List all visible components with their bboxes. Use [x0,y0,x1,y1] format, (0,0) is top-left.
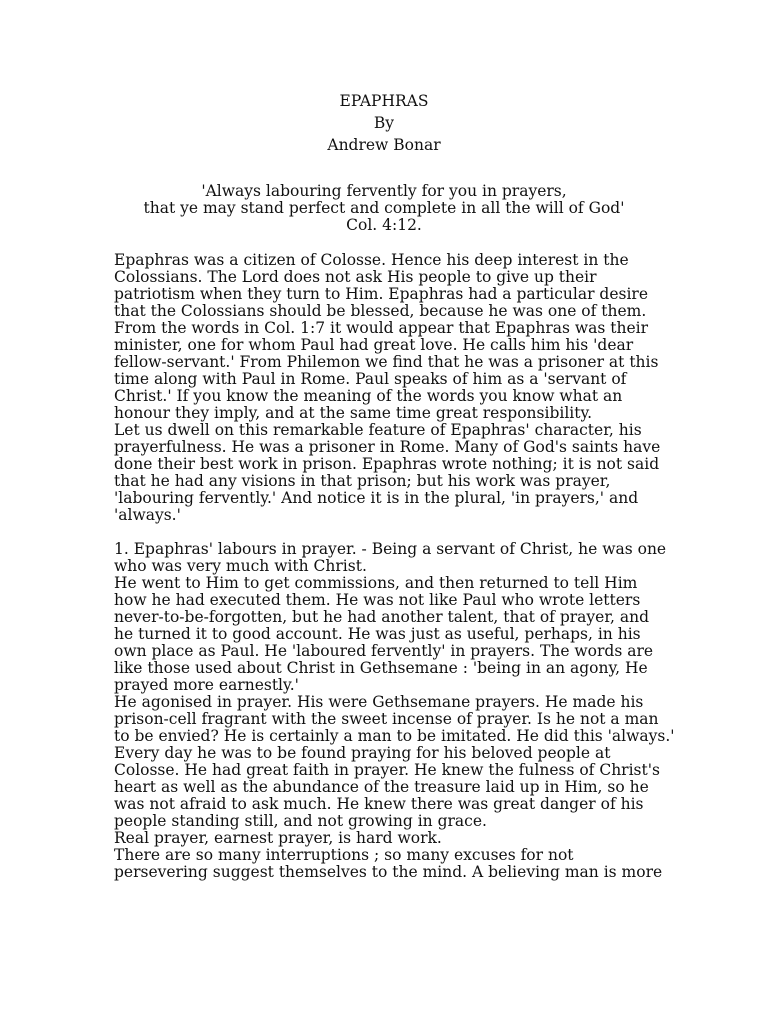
text-line: who was very much with Christ. [114,557,367,575]
text-line: Colossians. The Lord does not ask His people to give up their [114,268,597,286]
document-title: EPAPHRAS [339,92,429,110]
byline-by: By [373,114,395,132]
text-line: prison-cell fragrant with the sweet incense of prayer. Is he not a man [114,710,659,728]
text-line: was not afraid to ask much. He knew there was great danger of his [114,795,644,813]
text-line: Let us dwell on this remarkable feature of Epaphras' character, his [114,421,642,439]
text-line: Every day he was to be found praying for his beloved people at [114,744,611,762]
text-line: Colosse. He had great faith in prayer. He knew the fulness of Christ's [114,761,660,779]
text-line: done their best work in prison. Epaphras wrote nothing; it is not said [114,455,660,473]
text-line: He went to Him to get commissions, and then returned to tell Him [114,574,638,592]
text-line: people standing still, and not growing in grace. [114,812,487,830]
text-line: prayed more earnestly.' [114,676,299,694]
text-line: time along with Paul in Rome. Paul speaks of him as a 'servant of [114,370,627,388]
text-line: Real prayer, earnest prayer, is hard work. [114,829,442,847]
text-line: honour they imply, and at the same time great responsibility. [114,404,593,422]
text-line: minister, one for whom Paul had great love. He calls him his 'dear [114,336,634,354]
text-line: own place as Paul. He 'laboured fervently' in prayers. The words are [114,642,654,660]
text-line: He agonised in prayer. His were Gethsemane prayers. He made his [114,693,644,711]
text-line: Christ.' If you know the meaning of the words you know what an [114,387,623,405]
paragraph-gap [114,524,674,541]
text-line: like those used about Christ in Gethsemane : 'being in an agony, He [114,659,648,677]
text-line: prayerfulness. He was a prisoner in Rome. Many of God's saints have [114,438,661,456]
author-name: Andrew Bonar [327,136,441,154]
epigraph-line: that ye may stand perfect and complete in all the will of God' [143,199,625,217]
text-line: 'always.' [114,506,181,524]
epigraph [0,183,768,234]
text-line: that he had any visions in that prison; but his work was prayer, [114,472,611,490]
text-line: never-to-be-forgotten, but he had another talent, that of prayer, and [114,608,650,626]
paragraph-labours-in-prayer [114,541,674,881]
epigraph-line: 'Always labouring fervently for you in prayers, [201,182,567,200]
text-line: patriotism when they turn to Him. Epaphras had a particular desire [114,285,649,303]
text-line: fellow-servant.' From Philemon we find that he was a prisoner at this [114,353,659,371]
paragraph-intro [114,252,674,524]
text-line: persevering suggest themselves to the mind. A believing man is more [114,863,663,881]
text-line: heart as well as the abundance of the treasure laid up in Him, so he [114,778,649,796]
text-line: he turned it to good account. He was just as useful, perhaps, in his [114,625,641,643]
text-line: There are so many interruptions ; so many excuses for not [114,846,574,864]
text-line: From the words in Col. 1:7 it would appear that Epaphras was their [114,319,648,337]
body-text [114,252,674,881]
document-heading [0,90,768,156]
epigraph-reference: Col. 4:12. [346,216,422,234]
text-line: that the Colossians should be blessed, because he was one of them. [114,302,647,320]
text-line: how he had executed them. He was not like Paul who wrote letters [114,591,641,609]
text-line: to be envied? He is certainly a man to be imitated. He did this 'always.' [114,727,675,745]
text-line: Epaphras was a citizen of Colosse. Hence his deep interest in the [114,251,629,269]
text-line: 1. Epaphras' labours in prayer. - Being a servant of Christ, he was one [114,540,667,558]
text-line: 'labouring fervently.' And notice it is in the plural, 'in prayers,' and [114,489,639,507]
